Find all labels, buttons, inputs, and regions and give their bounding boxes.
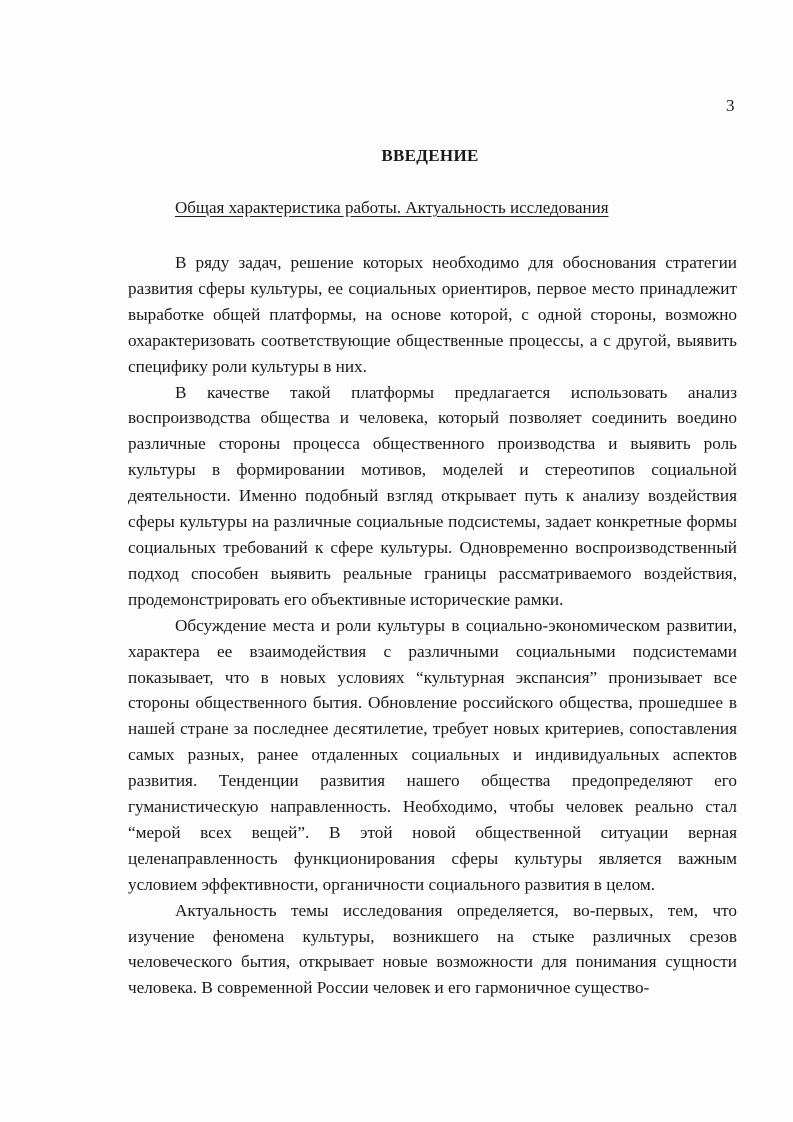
- paragraph: Обсуждение места и роли культуры в социально-экономическом развитии, характера ее взаимодействия с различными социальными подсистемами показывает, что в новых условиях “культурная экспансия” пронизывает все стороны общественного бытия. Обновление российского общества, прошедшее в нашей стране за последнее десятилетие, требует новых критериев, сопоставления самых разных, ранее отдаленных социальных и индивидуальных аспектов развития. Тенденции развития нашего общества предопределяют его гуманистическую направленность. Необходимо, чтобы человек реально стал “мерой всех вещей”. В этой новой общественной ситуации верная целенаправленность функционирования сферы культуры является важным условием эффективности, органичности социального развития в целом.: [128, 615, 737, 894]
- page-title: ВВЕДЕНИЕ: [381, 146, 479, 165]
- paragraph: Актуальность темы исследования определяется, во-первых, тем, что изучение феномена культуры, возникшего на стыке различных срезов человеческого бытия, открывает новые возможности для понимания сущности человека. В современной России человек и его гармоничное существо-: [128, 900, 737, 998]
- body-text: [128, 250, 737, 1001]
- paragraph: В ряду задач, решение которых необходимо для обоснования стратегии развития сферы культуры, ее социальных ориентиров, первое место принадлежит выработке общей платформы, на основе которой, с одной стороны, возможно охарактеризовать соответствующие общественные процессы, а с другой, выявить специфику роли культуры в них.: [128, 253, 737, 376]
- section-subtitle: Общая характеристика работы. Актуальность исследования: [175, 198, 609, 217]
- paragraph: В качестве такой платформы предлагается использовать анализ воспроизводства общества и человека, который позволяет соединить воедино различные стороны процесса общественного производства и выявить роль культуры в формировании мотивов, моделей и стереотипов социальной деятельности. Именно подобный взгляд открывает путь к анализу воздействия сферы культуры на различные социальные подсистемы, задает конкретные формы социальных требований к сфере культуры. Одновременно воспроизводственный подход способен выявить реальные границы рассматриваемого воздействия, продемонстрировать его объективные исторические рамки.: [128, 382, 737, 609]
- page-number: 3: [726, 96, 735, 115]
